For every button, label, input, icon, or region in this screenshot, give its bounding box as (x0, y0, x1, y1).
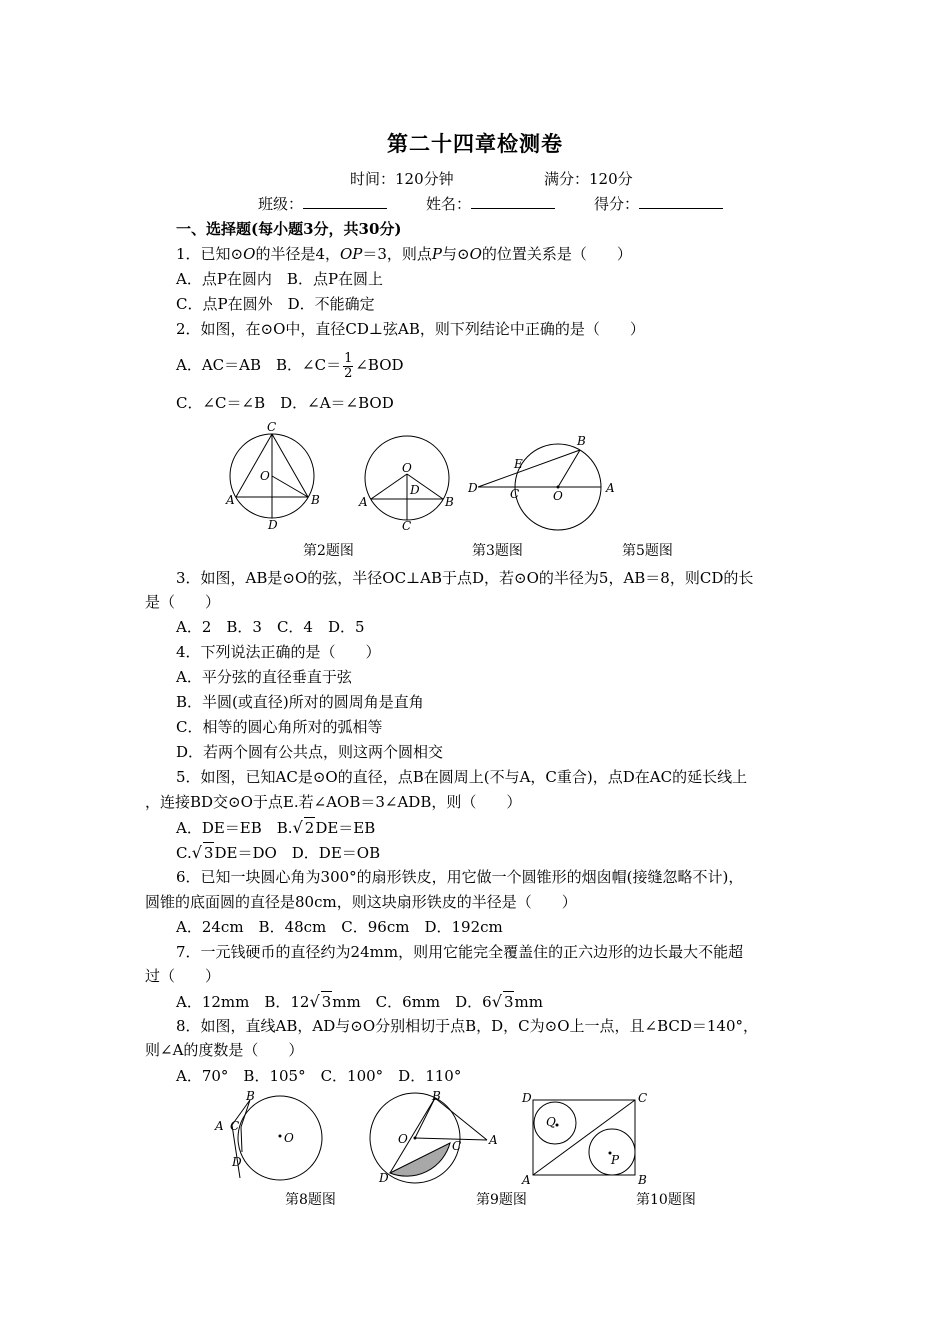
f8-segment-cd (241, 1127, 242, 1152)
f3-label-a: A (359, 495, 368, 509)
caption-fig8: 第8题图 (285, 1192, 336, 1208)
f10-dot-q (556, 1124, 559, 1127)
q7-opt-d-tail: mm (514, 993, 543, 1011)
exam-full-score: 满分：120分 (544, 170, 633, 188)
figure-q5 (468, 432, 623, 532)
f9-line-oa (415, 1138, 487, 1140)
class-field (258, 194, 387, 214)
f9-label-c: C (452, 1139, 462, 1153)
f5-label-e: E (514, 457, 523, 471)
score-field (594, 194, 723, 214)
q1-text-e: 的位置关系是（ ） (481, 245, 632, 263)
f10-label-b: B (638, 1173, 647, 1187)
caption-fig9: 第9题图 (476, 1192, 527, 1208)
q1-o2: O (469, 245, 482, 263)
f2-segment-ca (236, 434, 272, 497)
q4-option-c: C．相等的圆心角所对的弧相等 (176, 718, 383, 736)
q6-options: A．24cm B．48cm C．96cm D．192cm (176, 918, 503, 936)
figure-q3 (355, 430, 460, 532)
radical-sign: √ (309, 992, 320, 1011)
q3-stem-line1: 3．如图，AB是⊙O的弦，半径OC⊥AB于点D，若⊙O的半径为5，AB＝8，则CD的长 (176, 569, 754, 587)
f2-label-c: C (267, 420, 277, 434)
q1-text-c: ＝3，则点 (362, 245, 432, 263)
f5-label-o: O (553, 489, 563, 503)
q5-opt-a: A．DE＝EB B. (176, 819, 293, 837)
f9-shaded-region (390, 1143, 450, 1176)
q1-op: OP (339, 245, 363, 263)
f8-label-o: O (284, 1131, 294, 1145)
f8-label-a: A (215, 1119, 224, 1133)
q1-text-a: 1．已知⊙ (176, 245, 244, 263)
q7-opt-ab: A．12mm B．12 (176, 993, 310, 1011)
f2-label-b: B (311, 493, 320, 507)
q7-stem-line2: 过（ ） (145, 967, 221, 985)
f9-label-b: B (432, 1089, 441, 1103)
f9-label-a: A (489, 1133, 498, 1147)
figure-q9 (365, 1088, 500, 1188)
q1-options-ab: A．点P在圆内 B．点P在圆上 (176, 270, 384, 288)
q5-opt-c-pre: C. (176, 844, 192, 862)
f10-circle-p (589, 1129, 635, 1175)
q7-stem-line1: 7．一元钱硬币的直径约为24mm，则用它能完全覆盖住的正六边形的边长最大不能超 (176, 943, 744, 961)
q2-opt-b-tail: ∠BOD (355, 356, 404, 374)
caption-fig2: 第2题图 (303, 543, 354, 559)
f5-label-d: D (468, 481, 478, 495)
q2-frac-den: 2 (344, 365, 353, 381)
figure-q10 (518, 1090, 653, 1188)
q5-radicand-b: 2 (304, 819, 315, 837)
radical-sign: √ (292, 818, 303, 837)
caption-fig10: 第10题图 (636, 1192, 696, 1208)
q7-radicand-b: 3 (321, 993, 332, 1011)
f3-label-o: O (402, 461, 412, 475)
f9-center-dot (414, 1137, 417, 1140)
f10-label-p: P (611, 1153, 620, 1167)
page-title: 第二十四章检测卷 (387, 131, 563, 156)
f8-center-dot (279, 1135, 282, 1138)
f10-label-c: C (638, 1091, 648, 1105)
radical-sign: √ (191, 843, 202, 862)
q1-text-d: 与⊙ (442, 245, 470, 263)
q8-options: A．70° B．105° C．100° D．110° (176, 1067, 462, 1085)
q1-p: P (431, 245, 443, 263)
f3-label-c: C (402, 519, 412, 533)
figure-q2 (222, 418, 332, 530)
f8-label-b: B (246, 1089, 255, 1103)
f9-segment-ob (415, 1098, 435, 1138)
q5-options-cd (176, 842, 380, 863)
f8-label-d: D (232, 1155, 242, 1169)
f5-label-b: B (577, 434, 586, 448)
f10-label-a: A (522, 1173, 531, 1187)
q4-option-d: D．若两个圆有公共点，则这两个圆相交 (176, 743, 444, 761)
f9-label-d: D (379, 1171, 389, 1185)
class-label: 班级： (258, 195, 304, 213)
f2-label-o: O (260, 469, 270, 483)
q1-o: O (243, 245, 256, 263)
q7-options (176, 991, 543, 1012)
q7-radicand-d: 3 (503, 993, 514, 1011)
q3-stem-line2: 是（ ） (145, 593, 221, 611)
q4-option-a: A．平分弦的直径垂直于弦 (176, 668, 352, 686)
q2-options-ab (176, 347, 404, 383)
name-blank (471, 194, 555, 209)
q6-stem-line2: 圆锥的底面圆的直径是80cm，则这块扇形铁皮的半径是（ ） (145, 893, 577, 911)
caption-fig5: 第5题图 (622, 543, 673, 559)
q5-radicand-c: 3 (203, 844, 214, 862)
f8-label-c: C (230, 1119, 240, 1133)
q1-text-b: 的半径是4， (255, 245, 340, 263)
f9-label-o: O (398, 1132, 408, 1146)
name-field (426, 194, 555, 214)
caption-fig3: 第3题图 (472, 543, 523, 559)
f8-segment-bc (241, 1100, 250, 1127)
f10-label-d: D (522, 1091, 532, 1105)
class-blank (303, 194, 387, 209)
q2-opt-a: A．AC＝AB B．∠C＝ (176, 356, 342, 374)
radical-sign: √ (491, 992, 502, 1011)
q5-stem-line1: 5．如图，已知AC是⊙O的直径，点B在圆周上(不与A，C重合)，点D在AC的延长线上 (176, 768, 748, 786)
q2-frac-num: 1 (344, 350, 353, 366)
f5-segment-ob (558, 450, 580, 487)
q2-options-cd: C．∠C＝∠B D．∠A＝∠BOD (176, 394, 394, 412)
f2-label-d: D (268, 518, 278, 532)
f5-label-c: C (510, 487, 520, 501)
q4-stem: 4．下列说法正确的是（ ） (176, 643, 381, 661)
f2-segment-cb (272, 434, 308, 497)
q5-options-ab (176, 817, 375, 838)
f5-label-a: A (606, 481, 615, 495)
f3-segment-oa (371, 474, 407, 499)
q3-options: A．2 B．3 C．4 D．5 (176, 618, 365, 636)
q2-stem: 2．如图，在⊙O中，直径CD⊥弦AB，则下列结论中正确的是（ ） (176, 320, 645, 338)
q1-stem (176, 244, 632, 264)
q5-opt-b-tail: DE＝EB (315, 819, 376, 837)
f2-label-a: A (226, 493, 235, 507)
q1-options-cd: C．点P在圆外 D．不能确定 (176, 295, 375, 313)
f3-label-d: D (410, 483, 420, 497)
q5-stem-line2: ，连接BD交⊙O于点E.若∠AOB＝3∠ADB，则（ ） (145, 793, 522, 811)
q5-opt-cd: DE＝DO D．DE＝OB (214, 844, 381, 862)
f9-tangent-ab (435, 1098, 487, 1140)
q2-fraction (343, 352, 353, 381)
name-label: 姓名： (426, 195, 472, 213)
q8-stem-line2: 则∠A的度数是（ ） (145, 1041, 304, 1059)
f2-segment-ob (272, 476, 308, 497)
f8-circle (238, 1096, 322, 1180)
figure-q8 (210, 1090, 328, 1186)
f10-diagonal-ac (533, 1100, 635, 1175)
exam-time: 时间：120分钟 (350, 170, 454, 188)
score-label: 得分： (594, 195, 640, 213)
section-heading: 一、选择题(每小题3分，共30分) (176, 220, 402, 238)
f10-label-q: Q (546, 1115, 556, 1129)
q8-stem-line1: 8．如图，直线AB，AD与⊙O分别相切于点B，D，C为⊙O上一点，且∠BCD＝140°， (176, 1017, 759, 1035)
q7-opt-bc: mm C．6mm D．6 (332, 993, 492, 1011)
score-blank (639, 194, 723, 209)
f3-label-b: B (445, 495, 454, 509)
q6-stem-line1: 6．已知一块圆心角为300°的扇形铁皮，用它做一个圆锥形的烟囱帽(接缝忽略不计)， (176, 868, 744, 886)
q4-option-b: B．半圆(或直径)所对的圆周角是直角 (176, 693, 424, 711)
